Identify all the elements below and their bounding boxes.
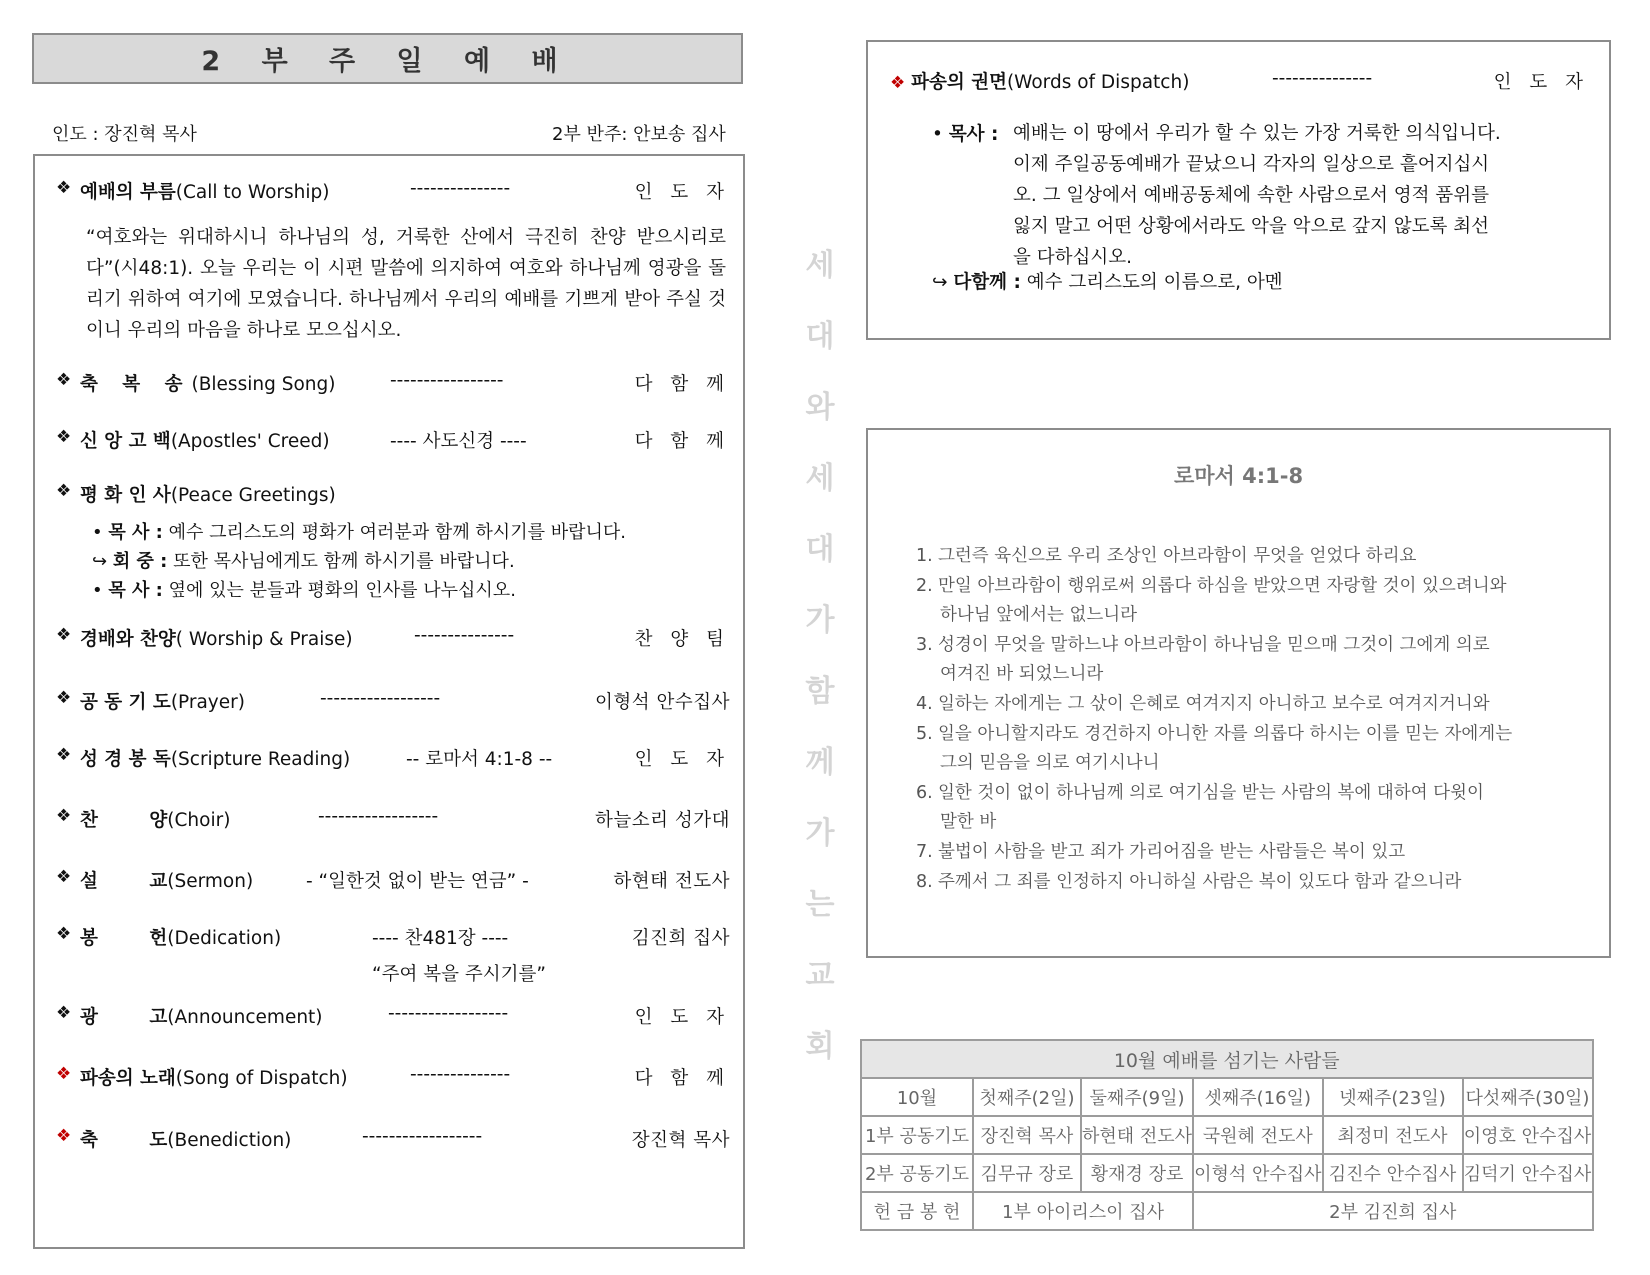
peace-text: 예수 그리스도의 평화가 여러분과 함께 하시기를 바랍니다. — [168, 522, 626, 543]
item-name: 축 복 송 — [80, 374, 192, 395]
diamond-bullet-icon: ❖ — [56, 481, 72, 501]
motto-char: 대 — [805, 532, 835, 567]
dispatch-line: 이제 주일공동예배가 끝났으니 각자의 일상으로 흩어지십시 — [1013, 154, 1490, 175]
table-cell: 장진혁 목사 — [973, 1116, 1081, 1154]
diamond-bullet-icon: ❖ — [56, 745, 72, 765]
item-call-to-worship — [56, 178, 730, 206]
item-leader: 김진희 집사 — [631, 928, 730, 949]
motto-char: 대 — [805, 319, 835, 354]
hymn-number: ---- 찬481장 ---- — [372, 928, 509, 949]
leader-label: 인도 : 장진혁 목사 — [52, 124, 197, 145]
item-peace-greetings — [56, 481, 730, 509]
item-name: 봉 헌 — [80, 928, 168, 949]
verse-6-cont: 말한 바 — [940, 812, 997, 832]
motto-char: 가 — [805, 603, 835, 638]
item-blessing-song — [56, 370, 730, 398]
item-dashes: ------------------ — [318, 806, 439, 827]
item-dedication — [56, 924, 730, 952]
item-leader: 인 도 자 — [634, 749, 730, 770]
item-name: 경배와 찬양 — [80, 629, 176, 650]
table-cell: 2부 공동기도 — [861, 1154, 973, 1192]
item-leader: 하현태 전도사 — [613, 871, 730, 892]
verse-5: 5. 일을 아니할지라도 경건하지 아니한 자를 의롭다 하시는 이를 믿는 자에게는 — [916, 724, 1513, 744]
item-dashes: -- 로마서 4:1-8 -- — [406, 749, 553, 770]
diamond-bullet-icon: ❖ — [56, 924, 72, 944]
dispatch-line: 오. 그 일상에서 예배공동체에 속한 사람으로서 영적 품위를 — [1013, 185, 1489, 206]
item-name: 찬 양 — [80, 810, 168, 831]
item-dashes: ------------------ — [388, 1003, 509, 1024]
hymn-title: “주여 복을 주시기를” — [372, 964, 546, 985]
item-prayer — [56, 688, 730, 716]
item-name: 광 고 — [80, 1007, 168, 1028]
item-choir — [56, 806, 730, 834]
item-eng: (Announcement) — [167, 1007, 323, 1028]
table-cell: 10월 — [861, 1078, 973, 1116]
verse-5-cont: 그의 믿음을 의로 여기시나니 — [940, 753, 1160, 773]
item-leader: 이형석 안수집사 — [595, 692, 730, 713]
arrow-return-icon: ↪ — [932, 272, 948, 293]
item-eng: ( Worship & Praise) — [175, 629, 353, 650]
table-cell: 국원혜 전도사 — [1193, 1116, 1322, 1154]
table-row — [861, 1154, 1593, 1192]
table-row-header — [861, 1078, 1593, 1116]
peace-line-1 — [92, 518, 626, 544]
table-cell: 2부 김진희 집사 — [1193, 1192, 1592, 1230]
table-cell: 황재경 장로 — [1081, 1154, 1193, 1192]
item-eng: (Apostles' Creed) — [170, 431, 330, 452]
diamond-bullet-icon: ❖ — [56, 1003, 72, 1023]
service-title: 2 부 주 일 예 배 — [201, 46, 574, 77]
speaker-label: 회 중 : — [112, 551, 168, 572]
table-cell: 김덕기 안수집사 — [1463, 1154, 1593, 1192]
item-eng: (Sermon) — [167, 871, 254, 892]
red-diamond-bullet-icon: ❖ — [56, 1064, 72, 1084]
item-apostles-creed — [56, 427, 730, 455]
item-leader: 장진혁 목사 — [631, 1130, 730, 1151]
october-servers-table — [860, 1039, 1594, 1231]
sermon-title: - “일한것 없이 받는 연금” - — [306, 871, 529, 892]
all-response-text: 예수 그리스도의 이름으로, 아멘 — [1026, 272, 1283, 293]
table-cell: 다섯째주(30일) — [1463, 1078, 1593, 1116]
table-cell: 넷째주(23일) — [1323, 1078, 1463, 1116]
item-dashes: --------------- — [414, 625, 515, 646]
verse-2-cont: 하나님 앞에서는 없느니라 — [940, 605, 1138, 625]
item-leader: 인 도 자 — [634, 182, 730, 203]
pastor-label: 목사 : — [948, 124, 999, 145]
dispatch-heading — [890, 68, 1189, 94]
item-leader: 다 함 께 — [634, 1068, 730, 1089]
bullet-dot-icon: • — [92, 580, 103, 601]
scripture-title: 로마서 4:1-8 — [1173, 464, 1304, 488]
all-label: 다함께 : — [953, 272, 1021, 293]
item-leader: 다 함 께 — [634, 374, 730, 395]
dispatch-dashes: --------------- — [1272, 68, 1373, 89]
item-name: 성 경 봉 독 — [80, 749, 171, 770]
bullet-dot-icon: • — [92, 522, 103, 543]
item-eng: (Call to Worship) — [175, 182, 330, 203]
peace-line-3 — [92, 576, 516, 602]
item-eng: (Choir) — [167, 810, 231, 831]
table-cell: 이영호 안수집사 — [1463, 1116, 1593, 1154]
table-cell: 첫째주(2일) — [973, 1078, 1081, 1116]
verse-8: 8. 주께서 그 죄를 인정하지 아니하실 사람은 복이 있도다 함과 같으니라 — [916, 872, 1462, 892]
church-motto-vertical — [800, 240, 840, 1092]
item-eng: (Prayer) — [170, 692, 245, 713]
dispatch-line: 예배는 이 땅에서 우리가 할 수 있는 가장 거룩한 의식입니다. — [1013, 123, 1501, 144]
speaker-label: 목 사 : — [108, 580, 163, 601]
table-cell: 1부 아이리스이 집사 — [973, 1192, 1193, 1230]
verse-1: 1. 그런즉 육신으로 우리 조상인 아브라함이 무엇을 얻었다 하리요 — [916, 546, 1417, 566]
pastor-label-row — [932, 120, 998, 146]
peace-text: 옆에 있는 분들과 평화의 인사를 나누십시오. — [168, 580, 516, 601]
table-row-offering — [861, 1192, 1593, 1230]
diamond-bullet-icon: ❖ — [56, 427, 72, 447]
item-sermon — [56, 867, 730, 895]
item-eng: (Peace Greetings) — [170, 485, 336, 506]
item-eng: (Scripture Reading) — [170, 749, 351, 770]
item-name: 축 도 — [80, 1130, 168, 1151]
table-cell: 헌 금 봉 헌 — [861, 1192, 973, 1230]
item-dashes: --------------- — [410, 178, 511, 199]
item-eng: (Blessing Song) — [191, 374, 336, 395]
item-name: 파송의 노래 — [80, 1068, 176, 1089]
motto-char: 와 — [805, 390, 835, 425]
item-leader: 다 함 께 — [634, 431, 730, 452]
bullet-dot-icon: • — [932, 124, 943, 145]
accompanist-label: 2부 반주: 안보송 집사 — [552, 124, 726, 145]
motto-char: 세 — [805, 461, 835, 496]
item-dashes: ------------------ — [320, 688, 441, 709]
item-song-of-dispatch — [56, 1064, 730, 1092]
scripture-box — [866, 428, 1611, 958]
dispatch-text — [1013, 118, 1501, 273]
item-name: 신 앙 고 백 — [80, 431, 171, 452]
item-eng: (Benediction) — [167, 1130, 292, 1151]
item-eng: (Song of Dispatch) — [175, 1068, 348, 1089]
dispatch-leader: 인 도 자 — [1493, 72, 1589, 93]
item-leader: 찬 양 팀 — [634, 629, 730, 650]
arrow-return-icon: ↪ — [92, 551, 108, 572]
verse-7: 7. 불법이 사함을 받고 죄가 가리어짐을 받는 사람들은 복이 있고 — [916, 842, 1406, 862]
table-row — [861, 1116, 1593, 1154]
diamond-bullet-icon: ❖ — [56, 867, 72, 887]
table-cell: 1부 공동기도 — [861, 1116, 973, 1154]
diamond-bullet-icon: ❖ — [56, 178, 72, 198]
item-leader: 인 도 자 — [634, 1007, 730, 1028]
table-cell: 최정미 전도사 — [1323, 1116, 1463, 1154]
motto-char: 함 — [805, 674, 835, 709]
speaker-label: 목 사 : — [108, 522, 163, 543]
motto-char: 교 — [805, 958, 835, 993]
verse-3: 3. 성경이 무엇을 말하느냐 아브라함이 하나님을 믿으매 그것이 그에게 의로 — [916, 635, 1490, 655]
words-of-dispatch-box — [866, 40, 1611, 340]
item-name: 평 화 인 사 — [80, 485, 171, 506]
verse-4: 4. 일하는 자에게는 그 삯이 은혜로 여겨지지 아니하고 보수로 여겨지거니와 — [916, 694, 1490, 714]
table-cell: 김무규 장로 — [973, 1154, 1081, 1192]
red-diamond-bullet-icon: ❖ — [890, 73, 906, 93]
motto-char: 가 — [805, 816, 835, 851]
diamond-bullet-icon: ❖ — [56, 806, 72, 826]
motto-char: 회 — [805, 1029, 835, 1064]
dispatch-line: 잃지 말고 어떤 상황에서라도 악을 악으로 갚지 않도록 최선 — [1013, 216, 1489, 237]
item-dashes: --------------- — [410, 1064, 511, 1085]
table-caption: 10월 예배를 섬기는 사람들 — [861, 1040, 1593, 1078]
item-scripture-reading — [56, 745, 730, 773]
all-response-row — [932, 268, 1283, 294]
motto-char: 는 — [805, 887, 835, 922]
table-cell: 셋째주(16일) — [1193, 1078, 1322, 1116]
item-dashes: ------------------ — [362, 1126, 483, 1147]
dispatch-line: 을 다하십시오. — [1013, 247, 1132, 268]
call-to-worship-text: “여호와는 위대하시니 하나님의 성, 거룩한 산에서 극진히 찬양 받으시리로다”(시48:1). 오늘 우리는 이 시편 말씀에 의지하여 여호와 하나님께 영광을 돌리기 위하여 여기에 모였습니다. 하나님께서 우리의 예배를 기쁘게 받아 주실 것이니 우리의 마음을 하나로 모으십시오. — [86, 227, 726, 341]
verse-3-cont: 여겨진 바 되었느니라 — [940, 664, 1104, 684]
peace-text: 또한 목사님에게도 함께 하시기를 바랍니다. — [173, 551, 515, 572]
dispatch-name: 파송의 권면 — [911, 72, 1007, 93]
item-eng: (Dedication) — [167, 928, 282, 949]
item-name: 공 동 기 도 — [80, 692, 171, 713]
table-cell: 하현태 전도사 — [1081, 1116, 1193, 1154]
dispatch-eng: (Words of Dispatch) — [1006, 72, 1190, 93]
motto-char: 께 — [805, 745, 835, 780]
red-diamond-bullet-icon: ❖ — [56, 1126, 72, 1146]
diamond-bullet-icon: ❖ — [56, 625, 72, 645]
item-leader: 하늘소리 성가대 — [595, 810, 730, 831]
diamond-bullet-icon: ❖ — [56, 688, 72, 708]
peace-line-2 — [92, 547, 515, 573]
item-name: 예배의 부름 — [80, 182, 176, 203]
item-dashes: ---- 사도신경 ---- — [390, 431, 527, 452]
motto-char: 세 — [805, 248, 835, 283]
item-worship-praise — [56, 625, 730, 653]
service-title-banner — [32, 33, 743, 84]
verse-6: 6. 일한 것이 없이 하나님께 의로 여기심을 받는 사람의 복에 대하여 다윗이 — [916, 783, 1484, 803]
verse-2: 2. 만일 아브라함이 행위로써 의롭다 하심을 받았으면 자랑할 것이 있으려니와 — [916, 576, 1507, 596]
table-cell: 김진수 안수집사 — [1323, 1154, 1463, 1192]
diamond-bullet-icon: ❖ — [56, 370, 72, 390]
item-dashes: ----------------- — [390, 370, 504, 391]
item-name: 설 교 — [80, 871, 168, 892]
table-cell: 둘째주(9일) — [1081, 1078, 1193, 1116]
table-cell: 이형석 안수집사 — [1193, 1154, 1322, 1192]
item-announcement — [56, 1003, 730, 1031]
item-benediction — [56, 1126, 730, 1154]
